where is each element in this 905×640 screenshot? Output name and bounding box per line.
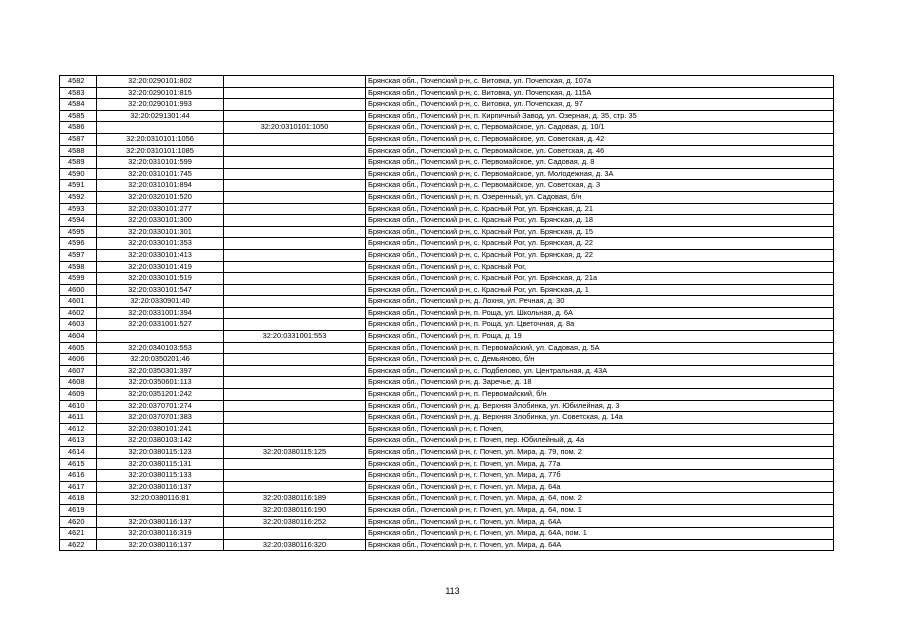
linked-cadastral-number-cell	[224, 238, 366, 250]
row-number-cell: 4622	[60, 539, 97, 551]
address-cell: Брянская обл., Почепский р-н, с. Первомайское, ул. Молодежная, д. 3А	[366, 168, 834, 180]
address-cell: Брянская обл., Почепский р-н, п. Озеренный, ул. Садовая, б/н	[366, 191, 834, 203]
address-cell: Брянская обл., Почепский р-н, с. Первомайское, ул. Советская, д. 46	[366, 145, 834, 157]
cadastral-number-cell: 32:20:0331001:527	[97, 319, 224, 331]
row-number-cell: 4620	[60, 516, 97, 528]
linked-cadastral-number-cell	[224, 145, 366, 157]
cadastral-number-cell: 32:20:0350201:46	[97, 354, 224, 366]
address-cell: Брянская обл., Почепский р-н, с. Витовка, ул. Почепская, д. 107а	[366, 76, 834, 88]
row-number-cell: 4596	[60, 238, 97, 250]
linked-cadastral-number-cell: 32:20:0310101:1050	[224, 122, 366, 134]
linked-cadastral-number-cell	[224, 180, 366, 192]
address-cell: Брянская обл., Почепский р-н, г. Почеп, ул. Мира, д. 77а	[366, 458, 834, 470]
cadastral-number-cell: 32:20:0290101:815	[97, 87, 224, 99]
cadastral-number-cell: 32:20:0380115:123	[97, 447, 224, 459]
row-number-cell: 4614	[60, 447, 97, 459]
address-cell: Брянская обл., Почепский р-н, п. Роща, д. 19	[366, 331, 834, 343]
table-row	[60, 307, 834, 319]
linked-cadastral-number-cell	[224, 133, 366, 145]
table-row	[60, 481, 834, 493]
page-number: 113	[445, 586, 460, 596]
address-cell: Брянская обл., Почепский р-н, д. Заречье, д. 18	[366, 377, 834, 389]
row-number-cell: 4584	[60, 99, 97, 111]
address-cell: Брянская обл., Почепский р-н, г. Почеп, ул. Мира, д. 64А	[366, 516, 834, 528]
table-row	[60, 296, 834, 308]
row-number-cell: 4588	[60, 145, 97, 157]
row-number-cell: 4612	[60, 423, 97, 435]
address-cell: Брянская обл., Почепский р-н, г. Почеп, ул. Мира, д. 64, пом. 2	[366, 493, 834, 505]
cadastral-number-cell: 32:20:0320101:520	[97, 191, 224, 203]
linked-cadastral-number-cell	[224, 377, 366, 389]
cadastral-number-cell: 32:20:0310101:894	[97, 180, 224, 192]
address-cell: Брянская обл., Почепский р-н, с. Витовка, ул. Почепская, д. 115А	[366, 87, 834, 99]
table-row	[60, 145, 834, 157]
cadastral-number-cell: 32:20:0380115:131	[97, 458, 224, 470]
table-row	[60, 539, 834, 551]
table-row	[60, 180, 834, 192]
table-row	[60, 238, 834, 250]
cadastral-number-cell: 32:20:0330101:301	[97, 226, 224, 238]
cadastral-number-cell: 32:20:0380116:137	[97, 481, 224, 493]
address-cell: Брянская обл., Почепский р-н, п. Первомайский, ул. Садовая, д. 5А	[366, 342, 834, 354]
table-row	[60, 122, 834, 134]
cadastral-number-cell: 32:20:0351201:242	[97, 389, 224, 401]
cadastral-number-cell: 32:20:0330101:519	[97, 273, 224, 285]
row-number-cell: 4594	[60, 215, 97, 227]
row-number-cell: 4606	[60, 354, 97, 366]
linked-cadastral-number-cell: 32:20:0380116:320	[224, 539, 366, 551]
address-cell: Брянская обл., Почепский р-н, г. Почеп,	[366, 423, 834, 435]
row-number-cell: 4589	[60, 157, 97, 169]
address-cell: Брянская обл., Почепский р-н, д. Верхняя Злобинка, ул. Советская, д. 14а	[366, 412, 834, 424]
row-number-cell: 4621	[60, 528, 97, 540]
linked-cadastral-number-cell	[224, 157, 366, 169]
row-number-cell: 4595	[60, 226, 97, 238]
cadastral-number-cell: 32:20:0310101:1085	[97, 145, 224, 157]
registry-table-body	[60, 76, 834, 551]
table-row	[60, 342, 834, 354]
address-cell: Брянская обл., Почепский р-н, с. Первомайское, ул. Советская, д. 42	[366, 133, 834, 145]
address-cell: Брянская обл., Почепский р-н, с. Демьяново, б/н	[366, 354, 834, 366]
row-number-cell: 4601	[60, 296, 97, 308]
table-row	[60, 226, 834, 238]
address-cell: Брянская обл., Почепский р-н, с. Витовка, ул. Почепская, д. 97	[366, 99, 834, 111]
row-number-cell: 4593	[60, 203, 97, 215]
address-cell: Брянская обл., Почепский р-н, с. Красный Рог, ул. Брянская, д. 1	[366, 284, 834, 296]
linked-cadastral-number-cell	[224, 296, 366, 308]
row-number-cell: 4590	[60, 168, 97, 180]
linked-cadastral-number-cell	[224, 435, 366, 447]
table-row	[60, 528, 834, 540]
row-number-cell: 4585	[60, 110, 97, 122]
table-row	[60, 284, 834, 296]
linked-cadastral-number-cell	[224, 412, 366, 424]
address-cell: Брянская обл., Почепский р-н, г. Почеп, ул. Мира, д. 79, пом. 2	[366, 447, 834, 459]
linked-cadastral-number-cell	[224, 365, 366, 377]
linked-cadastral-number-cell	[224, 342, 366, 354]
row-number-cell: 4613	[60, 435, 97, 447]
row-number-cell: 4611	[60, 412, 97, 424]
cadastral-number-cell: 32:20:0291301:44	[97, 110, 224, 122]
cadastral-number-cell: 32:20:0380103:142	[97, 435, 224, 447]
row-number-cell: 4605	[60, 342, 97, 354]
row-number-cell: 4586	[60, 122, 97, 134]
row-number-cell: 4616	[60, 470, 97, 482]
address-cell: Брянская обл., Почепский р-н, с. Красный Рог, ул. Брянская, д. 22	[366, 238, 834, 250]
table-row	[60, 319, 834, 331]
linked-cadastral-number-cell	[224, 191, 366, 203]
linked-cadastral-number-cell	[224, 423, 366, 435]
table-row	[60, 157, 834, 169]
table-row	[60, 354, 834, 366]
cadastral-number-cell	[97, 122, 224, 134]
row-number-cell: 4603	[60, 319, 97, 331]
table-row	[60, 400, 834, 412]
cadastral-number-cell: 32:20:0380116:137	[97, 539, 224, 551]
linked-cadastral-number-cell: 32:20:0331001:553	[224, 331, 366, 343]
table-row	[60, 249, 834, 261]
cadastral-number-cell: 32:20:0330101:413	[97, 249, 224, 261]
address-cell: Брянская обл., Почепский р-н, с. Красный Рог, ул. Брянская, д. 21а	[366, 273, 834, 285]
cadastral-number-cell: 32:20:0370701:274	[97, 400, 224, 412]
address-cell: Брянская обл., Почепский р-н, с. Первомайское, ул. Садовая, д. 8	[366, 157, 834, 169]
address-cell: Брянская обл., Почепский р-н, г. Почеп, ул. Мира, д. 64, пом. 1	[366, 504, 834, 516]
table-row	[60, 516, 834, 528]
cadastral-number-cell: 32:20:0380116:81	[97, 493, 224, 505]
cadastral-number-cell: 32:20:0330101:353	[97, 238, 224, 250]
table-row	[60, 191, 834, 203]
table-row	[60, 412, 834, 424]
row-number-cell: 4591	[60, 180, 97, 192]
linked-cadastral-number-cell	[224, 249, 366, 261]
linked-cadastral-number-cell: 32:20:0380116:190	[224, 504, 366, 516]
row-number-cell: 4600	[60, 284, 97, 296]
row-number-cell: 4608	[60, 377, 97, 389]
cadastral-number-cell	[97, 504, 224, 516]
address-cell: Брянская обл., Почепский р-н, п. Кирпичный Завод, ул. Озерная, д. 35, стр. 35	[366, 110, 834, 122]
row-number-cell: 4617	[60, 481, 97, 493]
linked-cadastral-number-cell	[224, 284, 366, 296]
table-row	[60, 203, 834, 215]
cadastral-number-cell: 32:20:0380115:133	[97, 470, 224, 482]
linked-cadastral-number-cell	[224, 261, 366, 273]
table-row	[60, 447, 834, 459]
cadastral-number-cell: 32:20:0331001:394	[97, 307, 224, 319]
row-number-cell: 4597	[60, 249, 97, 261]
cadastral-number-cell: 32:20:0330901:40	[97, 296, 224, 308]
row-number-cell: 4610	[60, 400, 97, 412]
table-row	[60, 470, 834, 482]
registry-table	[59, 75, 834, 551]
table-row	[60, 133, 834, 145]
address-cell: Брянская обл., Почепский р-н, п. Роща, ул. Школьная, д. 6А	[366, 307, 834, 319]
row-number-cell: 4598	[60, 261, 97, 273]
address-cell: Брянская обл., Почепский р-н, с. Красный Рог, ул. Брянская, д. 21	[366, 203, 834, 215]
table-row	[60, 261, 834, 273]
cadastral-number-cell: 32:20:0340103:553	[97, 342, 224, 354]
linked-cadastral-number-cell	[224, 226, 366, 238]
address-cell: Брянская обл., Почепский р-н, г. Почеп, ул. Мира, д. 77б	[366, 470, 834, 482]
address-cell: Брянская обл., Почепский р-н, г. Почеп, пер. Юбилейный, д. 4а	[366, 435, 834, 447]
linked-cadastral-number-cell	[224, 99, 366, 111]
linked-cadastral-number-cell	[224, 354, 366, 366]
table-row	[60, 331, 834, 343]
table-row	[60, 458, 834, 470]
table-row	[60, 110, 834, 122]
linked-cadastral-number-cell	[224, 273, 366, 285]
table-row	[60, 87, 834, 99]
address-cell: Брянская обл., Почепский р-н, г. Почеп, ул. Мира, д. 64А	[366, 539, 834, 551]
cadastral-number-cell: 32:20:0310101:1056	[97, 133, 224, 145]
cadastral-number-cell: 32:20:0370701:383	[97, 412, 224, 424]
address-cell: Брянская обл., Почепский р-н, с. Красный Рог, ул. Брянская, д. 22	[366, 249, 834, 261]
table-row	[60, 377, 834, 389]
table-row	[60, 493, 834, 505]
linked-cadastral-number-cell	[224, 87, 366, 99]
linked-cadastral-number-cell: 32:20:0380115:125	[224, 447, 366, 459]
cadastral-number-cell	[97, 331, 224, 343]
linked-cadastral-number-cell	[224, 389, 366, 401]
linked-cadastral-number-cell	[224, 528, 366, 540]
cadastral-number-cell: 32:20:0380116:137	[97, 516, 224, 528]
cadastral-number-cell: 32:20:0290101:993	[97, 99, 224, 111]
cadastral-number-cell: 32:20:0380116:319	[97, 528, 224, 540]
cadastral-number-cell: 32:20:0350301:397	[97, 365, 224, 377]
cadastral-number-cell: 32:20:0290101:802	[97, 76, 224, 88]
address-cell: Брянская обл., Почепский р-н, с. Красный Рог, ул. Брянская, д. 18	[366, 215, 834, 227]
row-number-cell: 4583	[60, 87, 97, 99]
linked-cadastral-number-cell	[224, 76, 366, 88]
address-cell: Брянская обл., Почепский р-н, с. Красный Рог,	[366, 261, 834, 273]
linked-cadastral-number-cell	[224, 481, 366, 493]
row-number-cell: 4609	[60, 389, 97, 401]
row-number-cell: 4592	[60, 191, 97, 203]
linked-cadastral-number-cell	[224, 400, 366, 412]
address-cell: Брянская обл., Почепский р-н, с. Первомайское, ул. Советская, д. 3	[366, 180, 834, 192]
address-cell: Брянская обл., Почепский р-н, с. Красный Рог, ул. Брянская, д. 15	[366, 226, 834, 238]
address-cell: Брянская обл., Почепский р-н, д. Верхняя Злобинка, ул. Юбилейная, д. 3	[366, 400, 834, 412]
row-number-cell: 4618	[60, 493, 97, 505]
linked-cadastral-number-cell: 32:20:0380116:252	[224, 516, 366, 528]
table-row	[60, 168, 834, 180]
linked-cadastral-number-cell	[224, 319, 366, 331]
row-number-cell: 4582	[60, 76, 97, 88]
table-row	[60, 423, 834, 435]
linked-cadastral-number-cell	[224, 215, 366, 227]
table-row	[60, 76, 834, 88]
table-row	[60, 365, 834, 377]
table-row	[60, 99, 834, 111]
linked-cadastral-number-cell: 32:20:0380116:189	[224, 493, 366, 505]
linked-cadastral-number-cell	[224, 203, 366, 215]
address-cell: Брянская обл., Почепский р-н, г. Почеп, ул. Мира, д. 64А, пом. 1	[366, 528, 834, 540]
row-number-cell: 4602	[60, 307, 97, 319]
row-number-cell: 4587	[60, 133, 97, 145]
address-cell: Брянская обл., Почепский р-н, г. Почеп, ул. Мира, д. 64а	[366, 481, 834, 493]
table-row	[60, 435, 834, 447]
row-number-cell: 4604	[60, 331, 97, 343]
cadastral-number-cell: 32:20:0330101:277	[97, 203, 224, 215]
address-cell: Брянская обл., Почепский р-н, д. Лохня, ул. Речная, д. 30	[366, 296, 834, 308]
table-row	[60, 504, 834, 516]
cadastral-number-cell: 32:20:0310101:745	[97, 168, 224, 180]
cadastral-number-cell: 32:20:0330101:300	[97, 215, 224, 227]
address-cell: Брянская обл., Почепский р-н, с. Подбелово, ул. Центральная, д. 43А	[366, 365, 834, 377]
table-row	[60, 215, 834, 227]
cadastral-number-cell: 32:20:0330101:419	[97, 261, 224, 273]
address-cell: Брянская обл., Почепский р-н, п. Первомайский, б/н	[366, 389, 834, 401]
cadastral-number-cell: 32:20:0380101:241	[97, 423, 224, 435]
cadastral-number-cell: 32:20:0350601:113	[97, 377, 224, 389]
linked-cadastral-number-cell	[224, 307, 366, 319]
table-row	[60, 273, 834, 285]
table-row	[60, 389, 834, 401]
row-number-cell: 4615	[60, 458, 97, 470]
linked-cadastral-number-cell	[224, 168, 366, 180]
address-cell: Брянская обл., Почепский р-н, с. Первомайское, ул. Садовая, д. 10/1	[366, 122, 834, 134]
row-number-cell: 4607	[60, 365, 97, 377]
cadastral-number-cell: 32:20:0310101:599	[97, 157, 224, 169]
row-number-cell: 4599	[60, 273, 97, 285]
linked-cadastral-number-cell	[224, 110, 366, 122]
address-cell: Брянская обл., Почепский р-н, п. Роща, ул. Цветочная, д. 8а	[366, 319, 834, 331]
cadastral-number-cell: 32:20:0330101:547	[97, 284, 224, 296]
row-number-cell: 4619	[60, 504, 97, 516]
linked-cadastral-number-cell	[224, 458, 366, 470]
linked-cadastral-number-cell	[224, 470, 366, 482]
